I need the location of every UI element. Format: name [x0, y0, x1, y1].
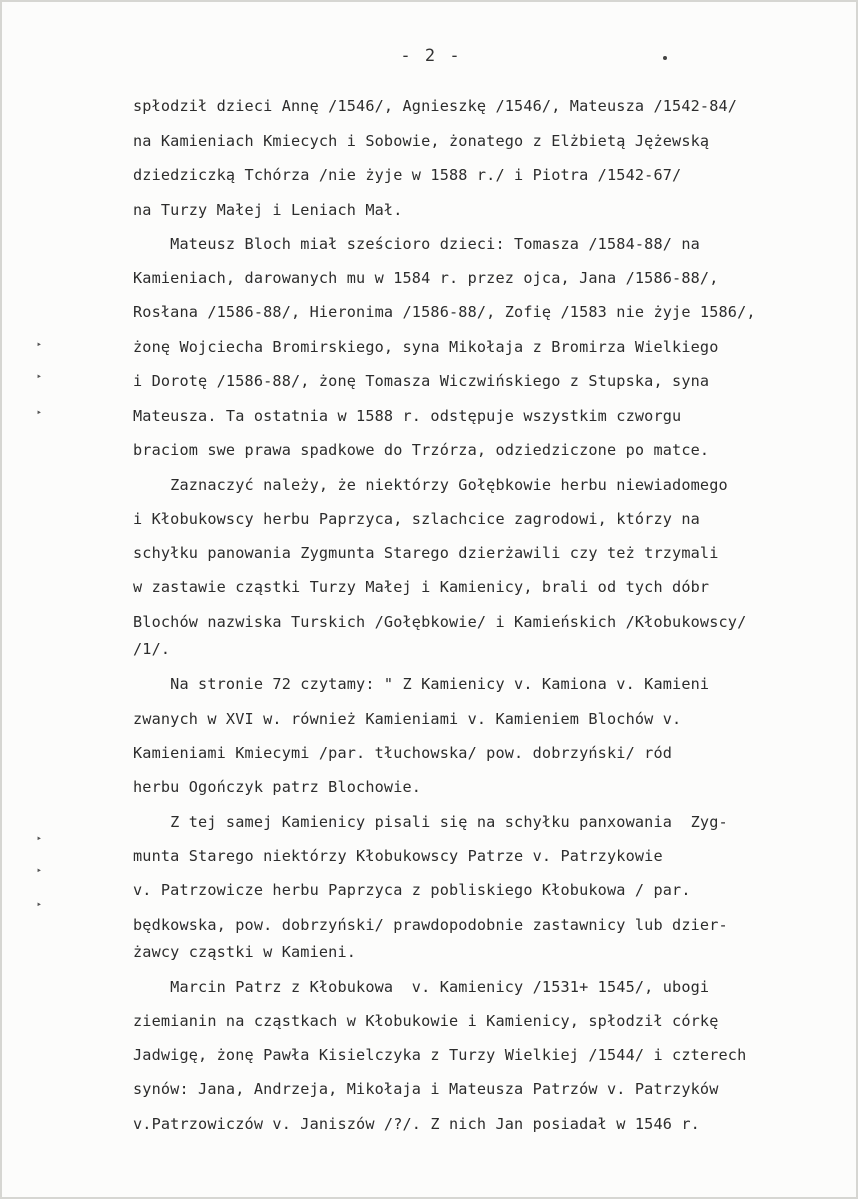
- text-line: na Kamieniach Kmiecych i Sobowie, żonatego z Elżbietą Jężewską: [133, 132, 710, 150]
- text-line: Mateusza. Ta ostatnia w 1588 r. odstępuje wszystkim czworgu: [133, 407, 682, 425]
- text-line: żonę Wojciecha Bromirskiego, syna Mikołaja z Bromirza Wielkiego: [133, 338, 719, 356]
- margin-tick-mark: ‣: [36, 866, 43, 877]
- text-line: munta Starego niektórzy Kłobukowscy Patrze v. Patrzykowie: [133, 847, 663, 865]
- text-line: Jadwigę, żonę Pawła Kisielczyka z Turzy Wielkiej /1544/ i czterech: [133, 1046, 747, 1064]
- text-line: schyłku panowania Zygmunta Starego dzierżawili czy też trzymali: [133, 544, 719, 562]
- margin-tick-mark: ‣: [36, 340, 43, 351]
- text-line: v. Patrzowicze herbu Paprzyca z pobliskiego Kłobukowa / par.: [133, 881, 691, 899]
- margin-tick-mark: ‣: [36, 372, 43, 383]
- text-line: ziemianin na cząstkach w Kłobukowie i Kamienicy, spłodził córkę: [133, 1012, 719, 1030]
- text-line: braciom swe prawa spadkowe do Trzórza, odziedziczone po matce.: [133, 441, 710, 459]
- margin-tick-mark: ‣: [36, 900, 43, 911]
- margin-tick-mark: ‣: [36, 834, 43, 845]
- text-line: v.Patrzowiczów v. Janiszów /?/. Z nich Jan posiadał w 1546 r.: [133, 1115, 700, 1133]
- text-line: zwanych w XVI w. również Kamieniami v. Kamieniem Blochów v.: [133, 710, 682, 728]
- ink-dot: [663, 56, 667, 60]
- text-line: Blochów nazwiska Turskich /Gołębkowie/ i Kamieńskich /Kłobukowscy/: [133, 613, 747, 631]
- text-line: Kamieniach, darowanych mu w 1584 r. przez ojca, Jana /1586-88/,: [133, 269, 719, 287]
- text-line: na Turzy Małej i Leniach Mał.: [133, 201, 403, 219]
- text-line: Z tej samej Kamienicy pisali się na schyłku panxowania Zyg-: [133, 813, 728, 831]
- text-line: spłodził dzieci Annę /1546/, Agnieszkę /1546/, Mateusza /1542-84/: [133, 97, 738, 115]
- page-number: - 2 -: [400, 46, 462, 66]
- text-line: Kamieniami Kmiecymi /par. tłuchowska/ pow. dobrzyński/ ród: [133, 744, 673, 762]
- text-line: żawcy cząstki w Kamieni.: [133, 943, 357, 961]
- text-line: będkowska, pow. dobrzyński/ prawdopodobnie zastawnicy lub dzier-: [133, 916, 728, 934]
- text-line: w zastawie cząstki Turzy Małej i Kamienicy, brali od tych dóbr: [133, 578, 710, 596]
- text-line: Mateusz Bloch miał sześcioro dzieci: Tomasza /1584-88/ na: [133, 235, 700, 253]
- text-line: synów: Jana, Andrzeja, Mikołaja i Mateusza Patrzów v. Patrzyków: [133, 1080, 719, 1098]
- text-line: Rosłana /1586-88/, Hieronima /1586-88/, Zofię /1583 nie żyje 1586/,: [133, 303, 756, 321]
- text-line: Zaznaczyć należy, że niektórzy Gołębkowie herbu niewiadomego: [133, 476, 728, 494]
- text-line: /1/.: [133, 640, 171, 658]
- margin-tick-mark: ‣: [36, 408, 43, 419]
- text-line: i Dorotę /1586-88/, żonę Tomasza Wiczwińskiego z Stupska, syna: [133, 372, 710, 390]
- text-line: i Kłobukowscy herbu Paprzyca, szlachcice zagrodowi, którzy na: [133, 510, 700, 528]
- text-line: Na stronie 72 czytamy: " Z Kamienicy v. Kamiona v. Kamieni: [133, 675, 710, 693]
- text-line: herbu Ogończyk patrz Blochowie.: [133, 778, 422, 796]
- text-line: dziedziczką Tchórza /nie żyje w 1588 r./ i Piotra /1542-67/: [133, 166, 682, 184]
- text-line: Marcin Patrz z Kłobukowa v. Kamienicy /1531+ 1545/, ubogi: [133, 978, 710, 996]
